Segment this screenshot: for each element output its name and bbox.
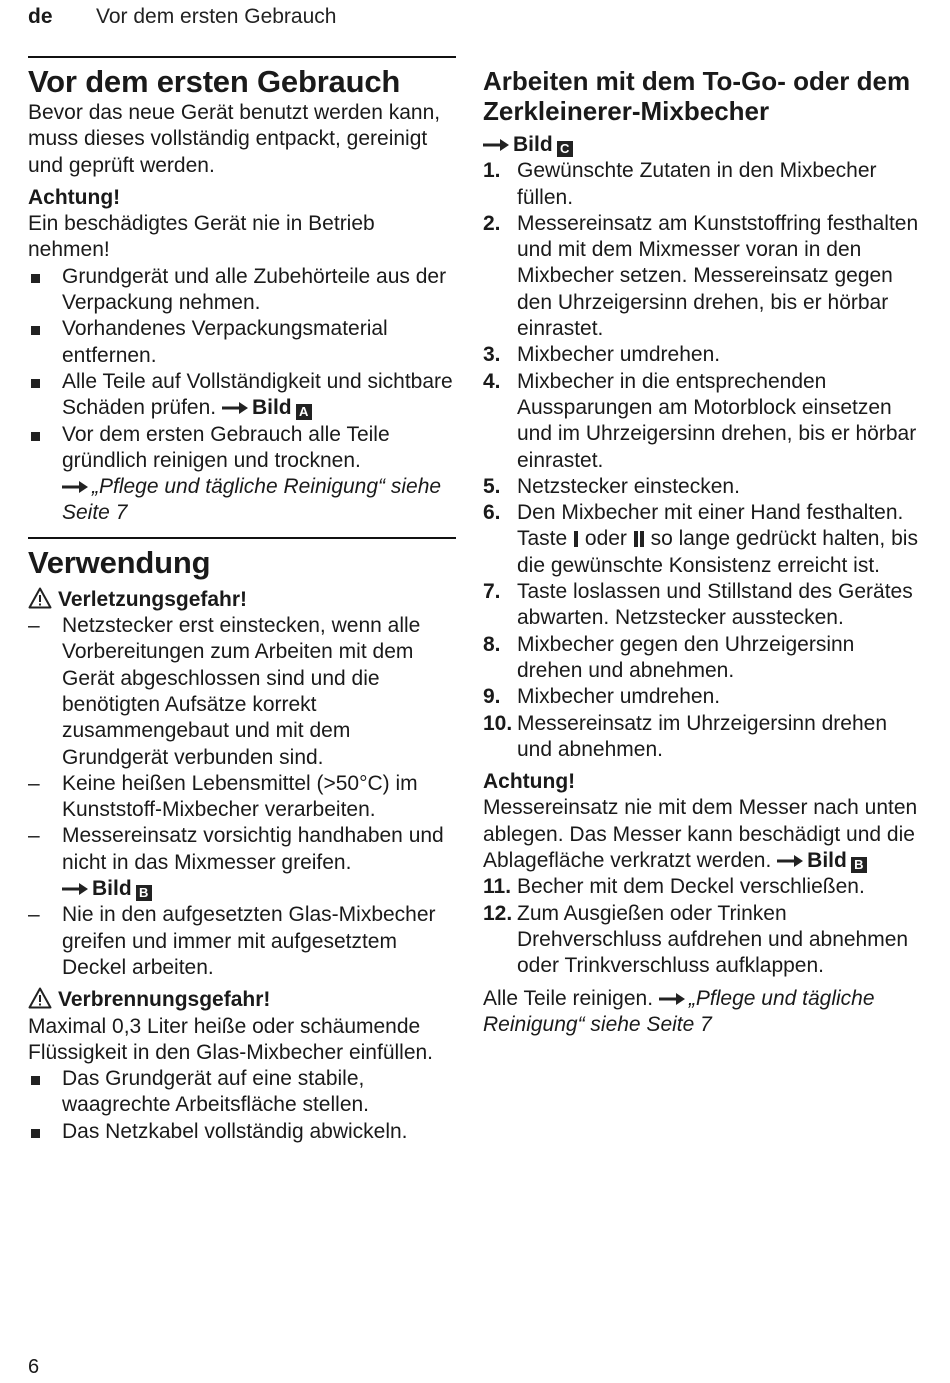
section-title-usage: Verwendung — [28, 537, 456, 581]
language-code: de — [28, 5, 53, 28]
list-item: 2. Messereinsatz am Kunststoffring festhalten und mit dem Mixmesser voran in den Mixbecher setzen. Messereinsatz gegen den Uhrzeigersinn drehen, bis er hörbar einrastet. — [483, 211, 919, 341]
list-item: Grundgerät und alle Zubehörteile aus der Verpackung nehmen. — [28, 264, 456, 317]
warning-injury: Verletzungsgefahr! — [28, 587, 456, 613]
arrow-right-icon — [222, 402, 248, 414]
list-item: 8. Mixbecher gegen den Uhrzeigersinn drehen und abnehmen. — [483, 632, 855, 682]
list-item: – Netzstecker erst einstecken, wenn alle Vorbereitungen zum Arbeiten mit dem Gerät abgeschlossen sind und die benötigten Aufsätze korrekt zusammengebaut und mit dem Grundgerät verbunden sind. — [28, 614, 421, 769]
setup-list — [28, 1066, 456, 1145]
cross-reference-link[interactable]: „Pflege und tägliche Reinigung“ siehe Seite 7 — [62, 475, 442, 525]
figure-letter-box: A — [296, 404, 312, 420]
right-column — [483, 66, 923, 1038]
figure-ref: Bild — [92, 877, 132, 901]
subsection-title: Arbeiten mit dem To-Go- oder dem Zerkleinerer-Mixbecher — [483, 66, 911, 126]
list-item: 5. Netzstecker einstecken. — [483, 474, 740, 498]
list-item: 12. Zum Ausgießen oder Trinken Drehverschluss aufdrehen und abnehmen oder Trinkverschluss aufklappen. — [483, 901, 909, 978]
closing-text: Alle Teile reinigen. „Pflege und tägliche Reinigung“ siehe Seite 7 — [483, 986, 875, 1036]
list-item: Vorhandenes Verpackungsmaterial entfernen. — [28, 316, 456, 369]
arrow-right-icon — [62, 481, 88, 493]
list-item: 1. Gewünschte Zutaten in den Mixbecher füllen. — [483, 159, 877, 209]
arrow-right-icon — [62, 883, 88, 895]
figure-ref: Bild — [251, 396, 292, 420]
list-item: Alle Teile auf Vollständigkeit und sichtbare Schäden prüfen. Bild A — [28, 369, 456, 422]
list-item: 9. Mixbecher umdrehen. — [483, 685, 721, 709]
achtung-text: Messereinsatz nie mit dem Messer nach unten ablegen. Das Messer kann beschädigt und die Ablagefläche verkratzt werden. Bild B — [483, 796, 918, 873]
list-item: – Keine heißen Lebensmittel (>50°C) im Kunststoff-Mixbecher verarbeiten. — [28, 771, 418, 822]
figure-letter-box: C — [557, 141, 573, 157]
list-item: 6. Den Mixbecher mit einer Hand festhalten. Taste oder so lange gedrückt halten, bis die gewünschte Konsistenz erreicht ist. — [483, 501, 918, 577]
figure-reference: Bild C — [483, 132, 923, 158]
list-item: Das Grundgerät auf eine stabile, waagrechte Arbeitsfläche stellen. — [28, 1066, 456, 1119]
warning-burn: Verbrennungsgefahr! — [28, 987, 456, 1013]
steps-list-continued — [483, 874, 923, 979]
list-item: – Nie in den aufgesetzten Glas-Mixbecher greifen und immer mit aufgesetztem Deckel arbeiten. — [28, 903, 436, 979]
safety-list — [28, 613, 456, 981]
warning-triangle-icon — [28, 987, 52, 1009]
header-title: Vor dem ersten Gebrauch — [96, 5, 337, 28]
section-title-first-use: Vor dem ersten Gebrauch — [28, 56, 456, 100]
figure-ref: Bild — [807, 849, 847, 873]
achtung-label: Achtung! — [483, 770, 576, 794]
page-header — [28, 5, 337, 29]
page-number: 6 — [28, 1356, 40, 1378]
list-item: 3. Mixbecher umdrehen. — [483, 343, 721, 367]
achtung-text: Ein beschädigtes Gerät nie in Betrieb nehmen! — [28, 212, 375, 262]
list-item: 4. Mixbecher in die entsprechenden Aussparungen am Motorblock einsetzen und im Uhrzeigersinn drehen, bis er hörbar einrastet. — [483, 369, 917, 472]
list-item: Das Netzkabel vollständig abwickeln. — [28, 1119, 456, 1145]
list-item: Vor dem ersten Gebrauch alle Teile gründlich reinigen und trocknen. „Pflege und tägliche Reinigung“ siehe Seite 7 — [28, 422, 456, 527]
cross-reference-link[interactable]: „Pflege und tägliche Reinigung“ siehe Seite 7 — [483, 986, 875, 1036]
warning-triangle-icon — [28, 587, 52, 609]
steps-list — [483, 158, 923, 763]
achtung-label: Achtung! — [28, 185, 121, 209]
speed-1-icon — [574, 531, 578, 547]
list-item: – Messereinsatz vorsichtig handhaben und nicht in das Mixmesser greifen. Bild B — [28, 824, 444, 901]
list-item: 7. Taste loslassen und Stillstand des Gerätes abwarten. Netzstecker ausstecken. — [483, 580, 913, 630]
arrow-right-icon — [483, 139, 509, 151]
figure-letter-box: B — [136, 885, 152, 901]
speed-2-icon — [633, 527, 645, 550]
list-item: 10. Messereinsatz im Uhrzeigersinn drehen und abnehmen. — [483, 711, 887, 761]
unpack-list — [28, 264, 456, 527]
arrow-right-icon — [659, 993, 685, 1005]
left-column — [28, 56, 456, 1145]
intro-text: Bevor das neue Gerät benutzt werden kann, muss dieses vollständig entpackt, gereinigt und geprüft werden. — [28, 101, 441, 177]
figure-letter-box: B — [851, 857, 867, 873]
list-item: 11. Becher mit dem Deckel verschließen. — [483, 875, 865, 899]
arrow-right-icon — [777, 855, 803, 867]
burn-warning-text: Maximal 0,3 Liter heiße oder schäumende Flüssigkeit in den Glas-Mixbecher einfüllen. — [28, 1014, 434, 1064]
